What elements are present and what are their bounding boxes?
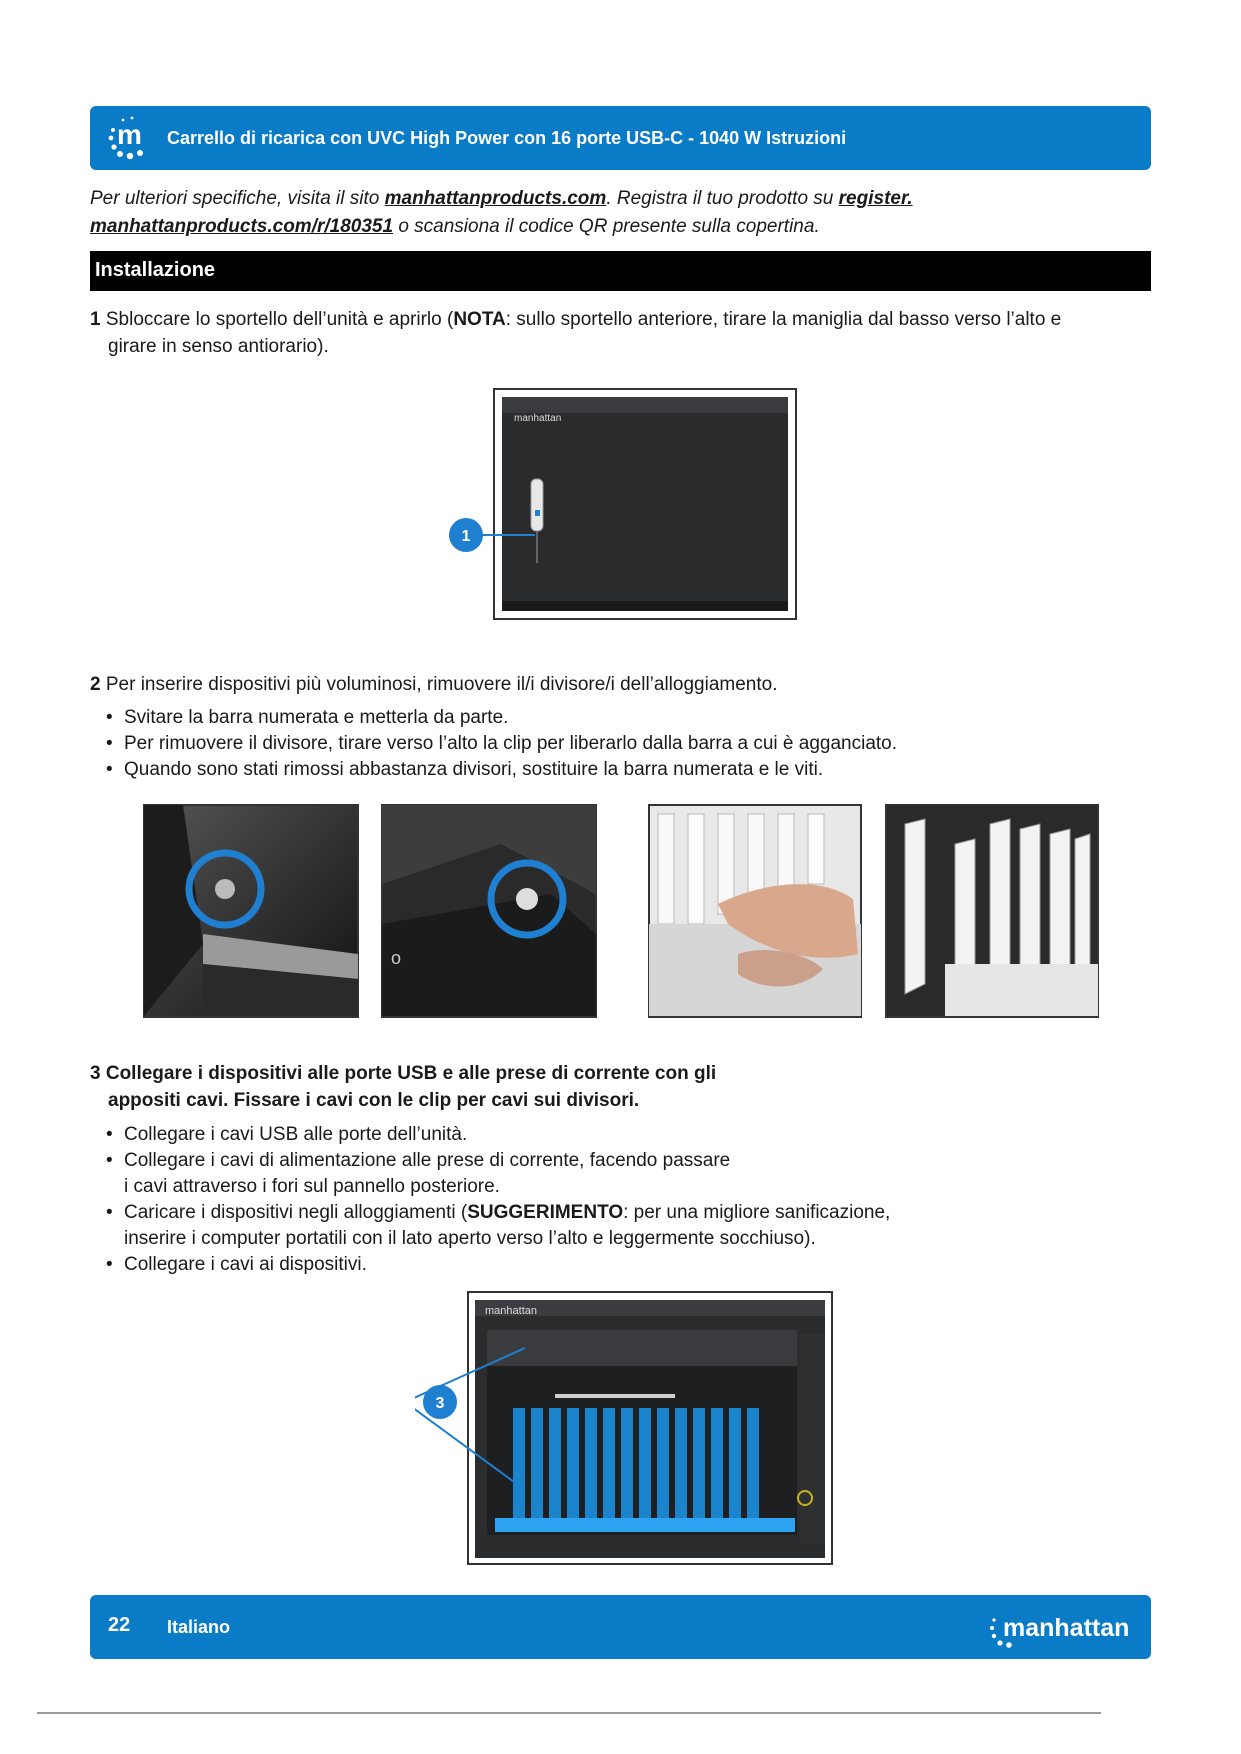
manhattan-products-link[interactable]: manhattanproducts.com xyxy=(384,188,607,209)
step-3-number: 3 xyxy=(90,1063,101,1084)
footer-language: Italiano xyxy=(167,1617,231,1637)
svg-text:manhattan: manhattan xyxy=(1003,1614,1130,1642)
list-item: • Svitare la barra numerata e metterla da parte. xyxy=(106,705,1146,731)
header-title: Carrello di ricarica con UVC High Power con 16 porte USB-C - 1040 W Istruzioni xyxy=(167,128,847,148)
list-item: • Caricare i dispositivi negli alloggiamenti (SUGGERIMENTO: per una migliore sanificazione, inserire i computer portatili con il lato aperto verso l’alto e leggermente socchiuso). xyxy=(106,1200,1146,1252)
intro-paragraph: Per ulteriori specifiche, visita il sito manhattanproducts.com. Registra il tuo prodotto su register. manhattanproducts.com/r/180351 o scansiona il codice QR presente sulla copertina. xyxy=(90,188,913,237)
register-link-part2[interactable]: manhattanproducts.com/r/180351 xyxy=(90,216,394,237)
list-item: • Collegare i cavi di alimentazione alle prese di corrente, facendo passare i cavi attraverso i fori sul pannello posteriore. xyxy=(106,1148,1146,1200)
step-2-number: 2 xyxy=(90,674,101,695)
section-title: Installazione xyxy=(95,259,216,281)
step-3-title: 3 Collegare i dispositivi alle porte USB e alle prese di corrente con gli appositi cavi. Fissare i cavi con le clip per cavi sui divisori. xyxy=(90,1063,717,1111)
step-1-number: 1 xyxy=(90,309,101,330)
open-cabinet-illustration xyxy=(415,1290,835,1568)
list-item: • Per rimuovere il divisore, tirare verso l’alto la clip per liberarlo dalla barra a cui è agganciato. xyxy=(106,731,1146,757)
manhattan-m-logo-icon xyxy=(106,114,156,164)
list-item: • Collegare i cavi USB alle porte dell’unità. xyxy=(106,1122,1146,1148)
svg-text:m: m xyxy=(117,119,142,150)
door-handle xyxy=(531,479,543,531)
page-number: 22 xyxy=(108,1614,131,1636)
register-link-part1[interactable]: register. xyxy=(838,188,913,209)
svg-text:1: 1 xyxy=(461,528,471,545)
bottom-rule xyxy=(37,1712,1101,1714)
nota-label: NOTA xyxy=(453,309,506,330)
step-2-bullets xyxy=(106,705,1146,783)
removed-dividers-photo xyxy=(885,804,1099,1018)
closed-cabinet-illustration xyxy=(440,385,800,623)
section-bar xyxy=(90,251,1151,291)
svg-text:3: 3 xyxy=(435,1395,445,1412)
list-item: • Collegare i cavi ai dispositivi. xyxy=(106,1252,1146,1278)
svg-text:o: o xyxy=(391,948,402,968)
step-1: 1 Sbloccare lo sportello dell’unità e aprirlo (NOTA: sullo sportello anteriore, tirare la maniglia dal basso verso l’alto e girare in senso antiorario). xyxy=(90,309,1062,357)
divider-clip-photo xyxy=(648,804,862,1018)
cabinet-brand-label: manhattan xyxy=(485,1305,537,1317)
step-2: 2 Per inserire dispositivi più voluminosi, rimuovere il/i divisore/i dell’alloggiamento. xyxy=(90,674,778,695)
manhattan-logo-icon xyxy=(986,1606,1136,1650)
screw-photo-2 xyxy=(381,804,597,1018)
step-3-bullets xyxy=(106,1122,1146,1278)
list-item: • Quando sono stati rimossi abbastanza divisori, sostituire la barra numerata e le viti. xyxy=(106,757,1146,783)
tip-label: SUGGERIMENTO xyxy=(467,1202,624,1223)
screw-photo-1 xyxy=(143,804,359,1018)
cabinet-brand-label: manhattan xyxy=(514,413,562,424)
